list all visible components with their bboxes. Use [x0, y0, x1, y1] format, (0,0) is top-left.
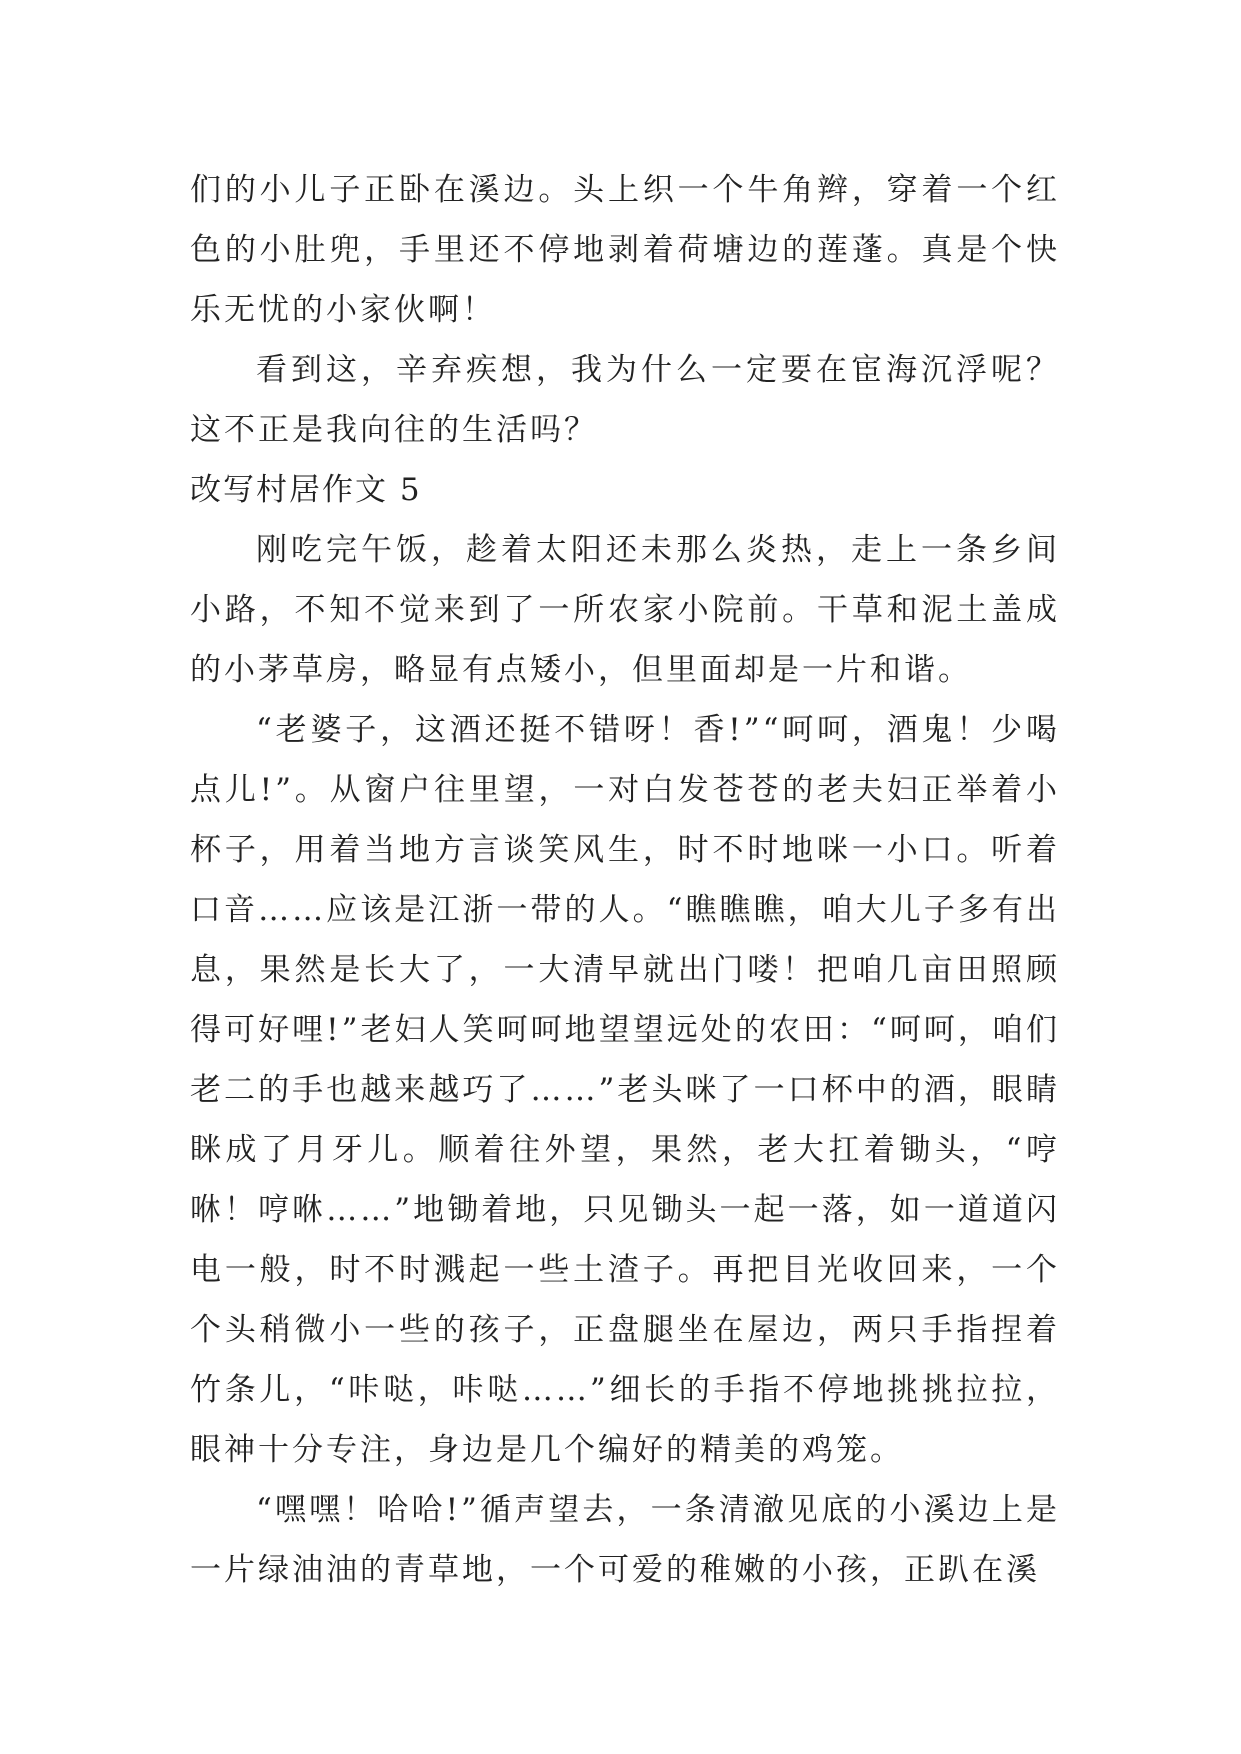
- paragraph-intro-tail: 们的小儿子正卧在溪边。头上织一个牛角辫，穿着一个红色的小肚兜，手里还不停地剥着荷塘边的莲蓬。真是个快乐无忧的小家伙啊！: [190, 172, 1060, 328]
- paragraph-stream: “嘿嘿！哈哈!”循声望去，一条清澈见底的小溪边上是一片绿油油的青草地，一个可爱的稚嫩的小孩，正趴在溪: [190, 1492, 1060, 1588]
- document-body: [190, 160, 1060, 1600]
- section-title: 改写村居作文 5: [190, 472, 422, 508]
- paragraph-reflection: 看到这，辛弃疾想，我为什么一定要在宦海沉浮呢？这不正是我向往的生活吗？: [190, 352, 1060, 448]
- paragraph-arrival: 刚吃完午饭，趁着太阳还未那么炎热，走上一条乡间小路，不知不觉来到了一所农家小院前。干草和泥土盖成的小茅草房，略显有点矮小，但里面却是一片和谐。: [190, 532, 1060, 688]
- paragraph-scene: “老婆子，这酒还挺不错呀！香!”“呵呵，酒鬼！少喝点儿!”。从窗户往里望，一对白发苍苍的老夫妇正举着小杯子，用着当地方言谈笑风生，时不时地咪一小口。听着口音……应该是江浙一带的人。“瞧瞧瞧，咱大儿子多有出息，果然是长大了，一大清早就出门喽！把咱几亩田照顾得可好哩!”老妇人笑呵呵地望望远处的农田：“呵呵，咱们老二的手也越来越巧了……”老头咪了一口杯中的酒，眼睛眯成了月牙儿。顺着往外望，果然，老大扛着锄头，“哼咻！哼咻……”地锄着地，只见锄头一起一落，如一道道闪电一般，时不时溅起一些土渣子。再把目光收回来，一个个头稍微小一些的孩子，正盘腿坐在屋边，两只手指捏着竹条儿，“咔哒，咔哒……”细长的手指不停地挑挑拉拉，眼神十分专注，身边是几个编好的精美的鸡笼。: [190, 712, 1060, 1468]
